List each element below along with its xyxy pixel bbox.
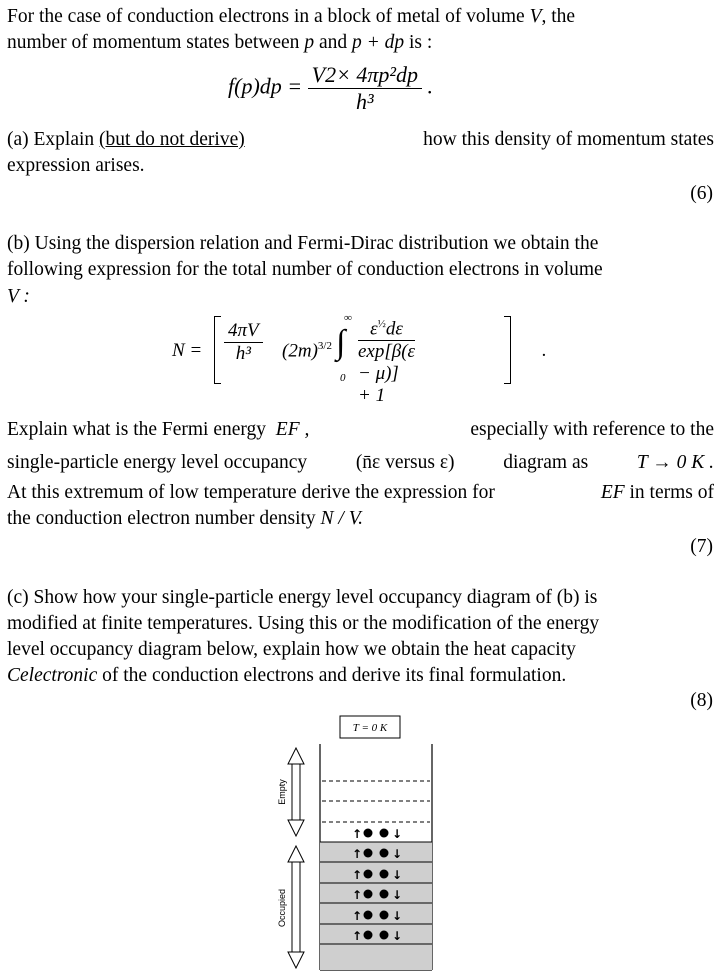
svg-text:↓: ↓ xyxy=(392,929,403,943)
intro-line-1 xyxy=(7,5,714,29)
svg-text:↑: ↑ xyxy=(352,827,363,841)
part-b-line-3: V : xyxy=(7,286,30,307)
part-b-question-line-3: At this extremum of low temperature derive the expression for EF in terms of xyxy=(7,482,714,503)
eq1-lhs: f(p)dp = xyxy=(228,73,303,99)
eq1-denominator: h³ xyxy=(356,89,374,114)
svg-text:↑: ↑ xyxy=(352,909,363,923)
part-b-line-1: (b) Using the dispersion relation and Fermi-Dirac distribution we obtain the xyxy=(7,233,599,254)
svg-text:↓: ↓ xyxy=(392,868,403,882)
svg-text:↑: ↑ xyxy=(352,868,363,882)
svg-text:↓: ↓ xyxy=(392,909,403,923)
occupied-arrow xyxy=(288,846,304,968)
empty-label: Empty xyxy=(277,779,287,805)
eq2-left-bracket xyxy=(214,316,221,384)
eq2-integrand-den: exp[β(ε − μ)] + 1 xyxy=(358,341,416,407)
eq1-numerator: V2× 4πp²dp xyxy=(311,62,419,87)
svg-text:↓: ↓ xyxy=(392,888,403,902)
intro-line-2: number of momentum states between p and p + dp is : xyxy=(7,32,433,53)
part-a-marks: (6) xyxy=(690,183,713,204)
part-a-line-1: (a) Explain (but do not derive) how this density of momentum states xyxy=(7,129,714,150)
temperature-label: T = 0 K xyxy=(352,722,388,734)
intro-text: For the case of conduction electrons in a block of metal of volume V, the xyxy=(7,6,576,27)
svg-text:↑: ↑ xyxy=(352,847,363,861)
part-b-question-line-4: the conduction electron number density N / V. xyxy=(7,508,363,529)
energy-level-diagram xyxy=(260,712,460,974)
equation-density-of-states xyxy=(228,62,433,115)
eq1-fraction xyxy=(308,62,422,115)
energy-level-svg xyxy=(260,712,460,974)
part-c-line-4: Celectronic of the conduction electrons and derive its final formulation. xyxy=(7,665,567,686)
part-c-line-2: modified at finite temperatures. Using this or the modification of the energy xyxy=(7,613,600,634)
eq2-right-bracket xyxy=(504,316,511,384)
part-b-marks: (7) xyxy=(690,536,713,557)
eq2-integrand-num: $\varepsilon^{\frac{1}{2}}d\varepsilon$ xyxy=(370,318,403,340)
part-b-line-2: following expression for the total number of conduction electrons in volume xyxy=(7,259,603,280)
eq2-coefficient: 4πV h³ xyxy=(224,320,263,365)
svg-text:↑: ↑ xyxy=(352,929,363,943)
electron-pair-1 xyxy=(352,827,402,841)
eq2-int-upper: ∞ xyxy=(344,312,352,324)
part-c-marks: (8) xyxy=(690,690,713,711)
part-b-question-line-1: Explain what is the Fermi energy EF , especially with reference to the xyxy=(7,419,714,440)
part-a-line-2: expression arises. xyxy=(7,155,145,176)
part-c-line-3: level occupancy diagram below, explain how we obtain the heat capacity xyxy=(7,639,576,660)
eq2-period: . xyxy=(542,340,547,361)
svg-text:↓: ↓ xyxy=(392,847,403,861)
part-c-line-1: (c) Show how your single-particle energy level occupancy diagram of (b) is xyxy=(7,587,598,608)
part-a-underlined: (but do not derive) xyxy=(99,129,245,150)
eq2-integrand xyxy=(358,318,415,407)
occupied-region xyxy=(320,842,432,970)
svg-text:↑: ↑ xyxy=(352,888,363,902)
svg-text:↓: ↓ xyxy=(392,827,403,841)
eq2-int-lower: 0 xyxy=(340,372,346,384)
empty-arrow xyxy=(288,748,304,836)
part-b-question-line-2: single-particle energy level occupancy (n̄ε versus ε) diagram as T → 0 K . xyxy=(7,452,714,473)
eq2-mass-term: $(2m)^{3/2}$ xyxy=(282,340,332,362)
eq1-period: . xyxy=(427,73,434,99)
eq2-lhs: N = xyxy=(172,340,203,361)
occupied-label: Occupied xyxy=(277,888,287,928)
eq2-integral-sign: ∫ xyxy=(336,324,346,361)
